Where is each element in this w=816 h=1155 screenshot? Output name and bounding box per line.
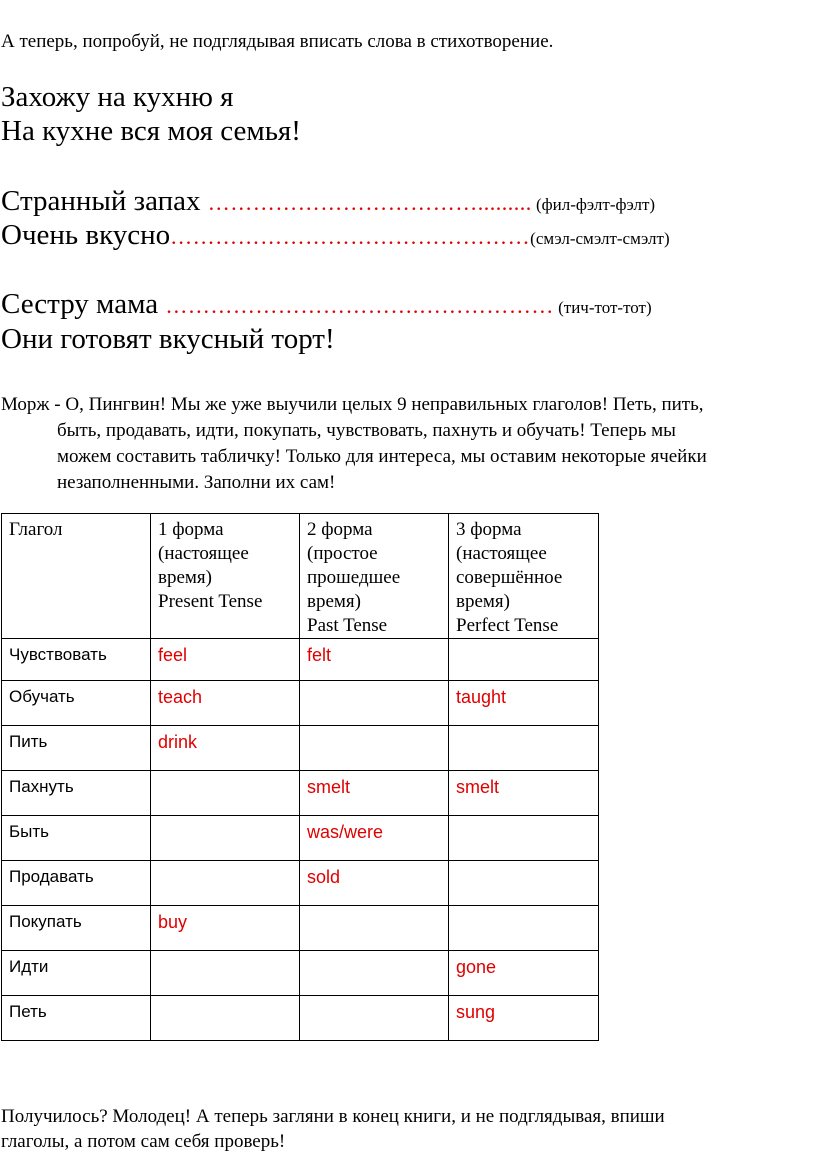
paragraph-line: незаполненными. Заполни их сам!	[57, 472, 336, 493]
header-line: 1 форма	[158, 519, 224, 540]
header-line: 2 форма	[307, 519, 373, 540]
form-3-cell[interactable]	[449, 639, 599, 681]
closing-line: Получилось? Молодец! А теперь загляни в конец книги, и не подглядывая, впиши	[1, 1106, 665, 1127]
paragraph-line: можем составить табличку! Только для интереса, мы оставим некоторые ячейки	[57, 446, 707, 467]
table-row	[2, 681, 599, 726]
paragraph-line: быть, продавать, идти, покупать, чувствовать, пахнуть и обучать! Теперь мы	[57, 420, 676, 441]
verb-cell: Быть	[2, 816, 151, 861]
poem-line-2: На кухне вся моя семья!	[1, 115, 301, 147]
form-3-cell[interactable]	[449, 816, 599, 861]
blank-dots[interactable]: ……………………………….........	[207, 190, 532, 215]
dialogue-paragraph	[1, 392, 813, 496]
form-2-cell[interactable]	[300, 681, 449, 726]
form-3-cell[interactable]: taught	[449, 681, 599, 726]
form-2-cell[interactable]: was/were	[300, 816, 449, 861]
table-header-row	[2, 514, 599, 639]
table-row	[2, 906, 599, 951]
form-3-cell[interactable]: gone	[449, 951, 599, 996]
poem-line-3	[1, 187, 655, 216]
form-1-cell[interactable]: feel	[151, 639, 300, 681]
form-2-cell[interactable]	[300, 951, 449, 996]
verb-cell: Пить	[2, 726, 151, 771]
poem-line-4-text: Очень вкусно	[1, 219, 171, 251]
header-line: время)	[158, 567, 212, 588]
verb-cell: Чувствовать	[2, 639, 151, 681]
form-3-cell[interactable]: smelt	[449, 771, 599, 816]
table-row	[2, 951, 599, 996]
poem-line-1: Захожу на кухню я	[1, 81, 234, 113]
form-2-cell[interactable]: smelt	[300, 771, 449, 816]
header-line: время)	[307, 591, 361, 612]
header-line: Perfect Tense	[456, 615, 559, 636]
form-3-cell[interactable]	[449, 861, 599, 906]
header-line: Present Tense	[158, 591, 263, 612]
form-1-cell[interactable]	[151, 996, 300, 1041]
header-line: Глагол	[9, 519, 63, 540]
form-2-cell[interactable]	[300, 996, 449, 1041]
poem-line-5	[1, 290, 652, 319]
header-form-3	[449, 514, 599, 639]
verb-cell: Покупать	[2, 906, 151, 951]
form-1-cell[interactable]	[151, 771, 300, 816]
pronunciation-hint: (фил-фэлт-фэлт)	[531, 195, 656, 214]
verb-cell: Обучать	[2, 681, 151, 726]
form-1-cell[interactable]	[151, 951, 300, 996]
verb-forms-table	[1, 513, 599, 1041]
form-1-cell[interactable]	[151, 816, 300, 861]
table-row	[2, 861, 599, 906]
header-line: Past Tense	[307, 615, 388, 636]
table-row	[2, 726, 599, 771]
table-row	[2, 816, 599, 861]
verb-cell: Пахнуть	[2, 771, 151, 816]
form-1-cell[interactable]: drink	[151, 726, 300, 771]
form-2-cell[interactable]	[300, 726, 449, 771]
header-line: прошедшее	[307, 567, 401, 588]
header-line: 3 форма	[456, 519, 522, 540]
form-3-cell[interactable]: sung	[449, 996, 599, 1041]
header-line: время)	[456, 591, 510, 612]
poem-line-4	[1, 221, 670, 250]
verb-cell: Продавать	[2, 861, 151, 906]
table-row	[2, 639, 599, 681]
form-1-cell[interactable]	[151, 861, 300, 906]
table-row	[2, 996, 599, 1041]
blank-dots[interactable]: …………………………………………	[170, 224, 531, 249]
header-form-1	[151, 514, 300, 639]
poem-line-5-text: Сестру мама	[1, 288, 166, 320]
form-2-cell[interactable]	[300, 906, 449, 951]
form-3-cell[interactable]	[449, 906, 599, 951]
form-2-cell[interactable]: felt	[300, 639, 449, 681]
closing-line: глаголы, а потом сам себя проверь!	[1, 1131, 286, 1152]
poem-line-6: Они готовят вкусный торт!	[1, 323, 335, 355]
form-2-cell[interactable]: sold	[300, 861, 449, 906]
form-3-cell[interactable]	[449, 726, 599, 771]
instruction-text: А теперь, попробуй, не подглядывая вписать слова в стихотворение.	[1, 31, 554, 52]
header-line: совершённое	[456, 567, 563, 588]
form-1-cell[interactable]: teach	[151, 681, 300, 726]
header-verb	[2, 514, 151, 639]
closing-text	[1, 1104, 813, 1154]
pronunciation-hint: (тич-тот-тот)	[553, 298, 652, 317]
poem-line-3-text: Странный запах	[1, 185, 208, 217]
header-line: (настоящее	[158, 543, 249, 564]
header-line: (простое	[307, 543, 378, 564]
header-line: (настоящее	[456, 543, 547, 564]
verb-cell: Идти	[2, 951, 151, 996]
table-row	[2, 771, 599, 816]
pronunciation-hint: (смэл-смэлт-смэлт)	[530, 229, 670, 248]
verb-cell: Петь	[2, 996, 151, 1041]
header-form-2	[300, 514, 449, 639]
form-1-cell[interactable]: buy	[151, 906, 300, 951]
paragraph-line: Морж - О, Пингвин! Мы же уже выучили целых 9 неправильных глаголов! Петь, пить,	[1, 394, 704, 415]
blank-dots[interactable]: …………………………….………………	[165, 293, 554, 318]
